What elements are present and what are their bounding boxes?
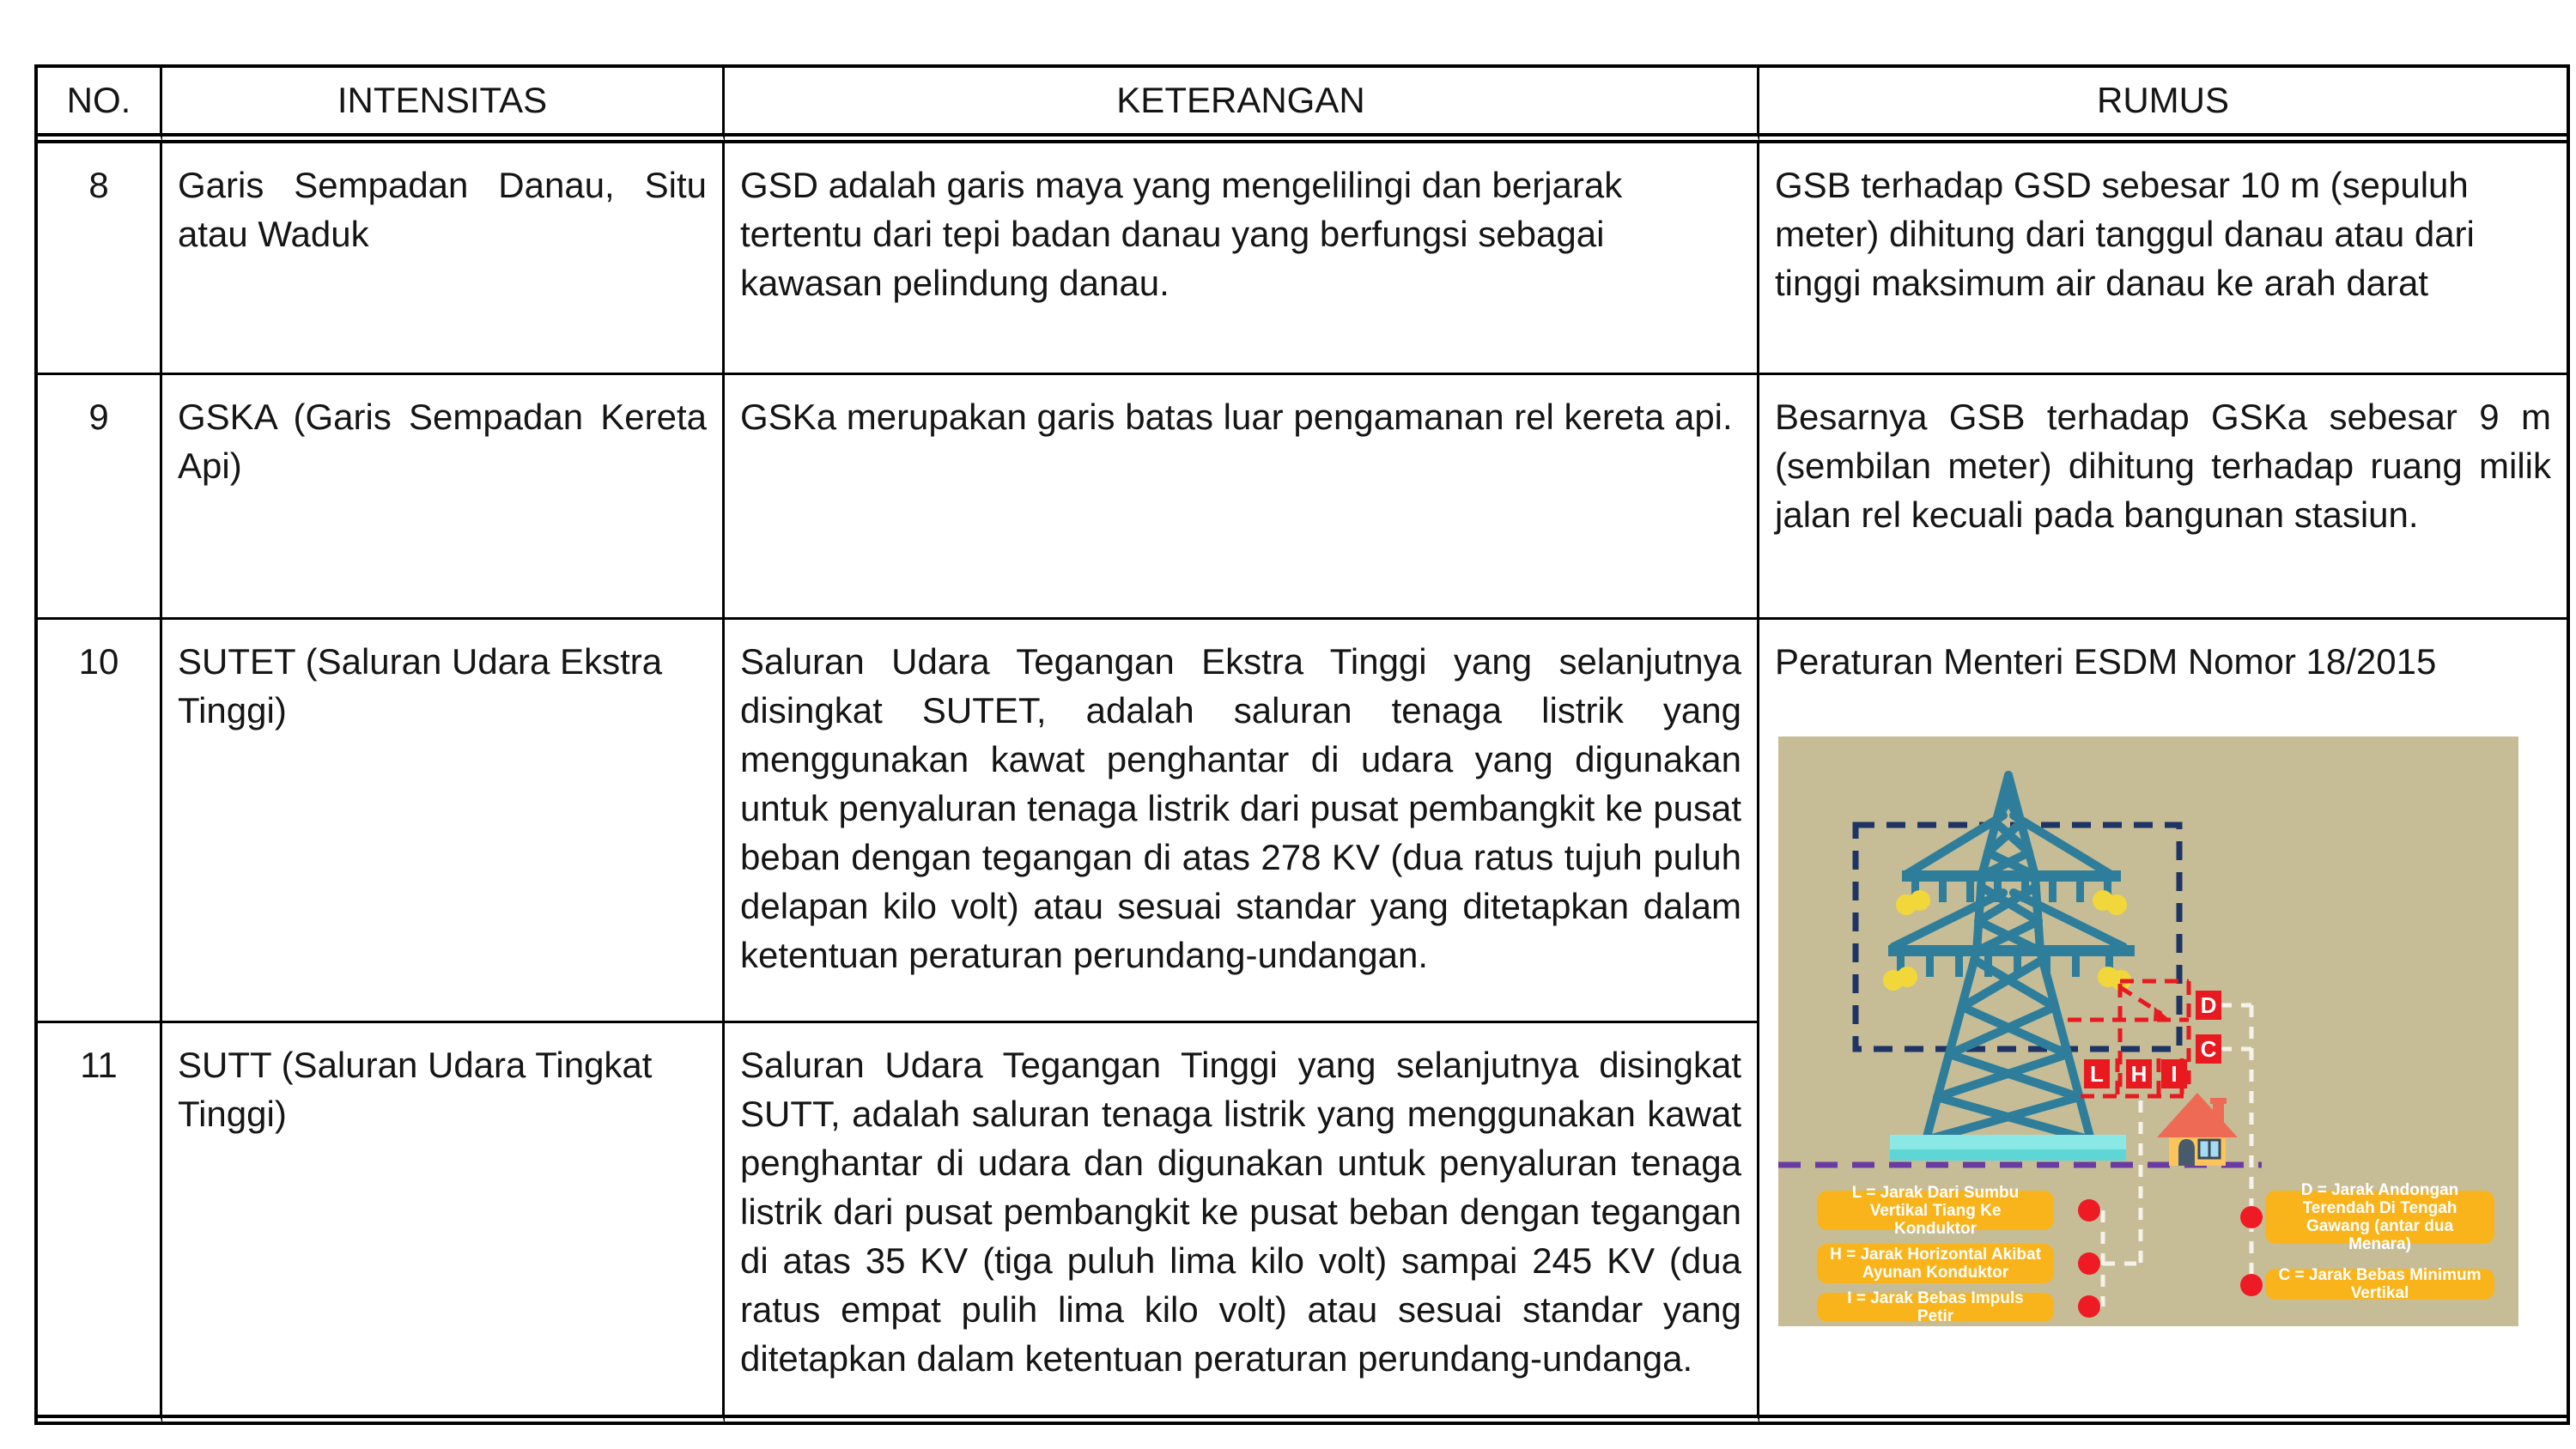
legend-connector-dots [2078, 1199, 2263, 1318]
table-header-row [38, 68, 2567, 143]
cell-no-10: 10 [38, 620, 162, 1023]
rumus-title: Peraturan Menteri ESDM Nomor 18/2015 [1775, 641, 2437, 682]
distance-tag-L: L [2084, 1059, 2110, 1088]
legend-I: I = Jarak Bebas Impuls Petir [1817, 1293, 2054, 1322]
cell-no-11: 11 [38, 1023, 162, 1425]
distance-tag-D: D [2196, 991, 2221, 1020]
cell-intensitas-10: SUTET (Saluran Udara Ekstra Tinggi) [162, 620, 725, 1023]
house-icon [2157, 1093, 2238, 1166]
cell-intensitas-9: GSKA (Garis Sempadan Kereta Api) [162, 375, 725, 620]
cell-rumus-8: GSB terhadap GSD sebesar 10 m (sepuluh meter) dihitung dari tanggul danau atau dari tinggi maksimum air danau ke arah darat [1759, 143, 2567, 375]
cell-rumus-sutet-sutt [1759, 620, 2567, 1425]
table-row [38, 375, 2567, 620]
cell-intensitas-11: SUTT (Saluran Udara Tingkat Tinggi) [162, 1023, 725, 1425]
header-intensitas: INTENSITAS [162, 68, 725, 143]
red-arrowhead [2154, 1007, 2169, 1022]
table-row [38, 620, 2567, 1023]
tower-cross-arms [1888, 870, 2135, 977]
legend-H: H = Jarak Horizontal Akibat Ayunan Konduktor [1817, 1244, 2054, 1283]
legend-C: C = Jarak Bebas Minimum Vertikal [2265, 1269, 2494, 1300]
distance-tag-C: C [2196, 1034, 2221, 1064]
distance-tag-H: H [2126, 1059, 2152, 1088]
cell-intensitas-8: Garis Sempadan Danau, Situ atau Waduk [162, 143, 725, 375]
header-no: NO. [38, 68, 162, 143]
cell-keterangan-10: Saluran Udara Tegangan Ekstra Tinggi yang selanjutnya disingkat SUTET, adalah saluran tenaga listrik yang menggunakan kawat penghantar di udara yang digunakan untuk penyaluran tenaga listrik dari pusat pembangkit ke pusat beban dengan tegangan di atas 278 KV (dua ratus tujuh puluh delapan kilo volt) atau sesuai standar yang ditetapkan dalam ketentuan peraturan perundang-undangan. [725, 620, 1759, 1023]
cell-no-8: 8 [38, 143, 162, 375]
cell-keterangan-9: GSKa merupakan garis batas luar pengamanan rel kereta api. [725, 375, 1759, 620]
tower-base-platform [1890, 1135, 2126, 1161]
transmission-clearance-diagram [1778, 737, 2518, 1326]
cell-keterangan-8: GSD adalah garis maya yang mengelilingi dan berjarak tertentu dari tepi badan danau yang berfungsi sebagai kawasan pelindung danau. [725, 143, 1759, 375]
cell-rumus-9: Besarnya GSB terhadap GSKa sebesar 9 m (sembilan meter) dihitung terhadap ruang milik jalan rel kecuali pada bangunan stasiun. [1759, 375, 2567, 620]
table-row [38, 143, 2567, 375]
cell-no-9: 9 [38, 375, 162, 620]
header-keterangan: KETERANGAN [725, 68, 1759, 143]
regulation-table [34, 64, 2570, 1425]
legend-L: L = Jarak Dari Sumbu Vertikal Tiang Ke Konduktor [1817, 1191, 2054, 1230]
cell-keterangan-11: Saluran Udara Tegangan Tinggi yang selanjutnya disingkat SUTT, adalah saluran tenaga listrik yang menggunakan kawat penghantar di udara dan digunakan untuk penyaluran tenaga listrik dari pusat pembangkit ke pusat beban dengan tegangan di atas 35 KV (tiga puluh lima kilo volt) sampai 245 KV (dua ratus empat pulih lima kilo volt) atau sesuai standar yang ditetapkan dalam ketentuan peraturan perundang-undanga. [725, 1023, 1759, 1425]
distance-tag-I: I [2161, 1059, 2187, 1088]
legend-D: D = Jarak Andongan Terendah Di Tengah Gawang (antar dua Menara) [2265, 1191, 2494, 1244]
header-rumus: RUMUS [1759, 68, 2567, 143]
